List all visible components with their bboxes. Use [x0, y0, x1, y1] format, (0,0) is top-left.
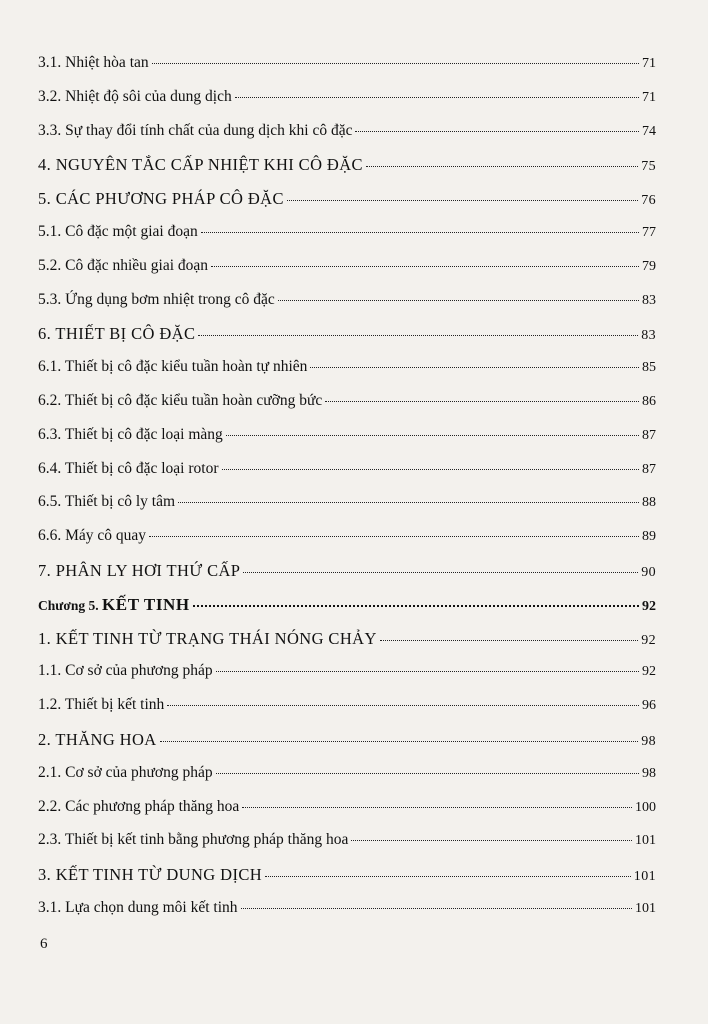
dot-leader [152, 63, 639, 64]
toc-entry-title: 5.1. Cô đặc một giai đoạn [38, 222, 198, 240]
dot-leader [325, 401, 639, 402]
toc-page-number: 74 [642, 123, 656, 139]
toc-page-number: 92 [642, 664, 656, 680]
toc-entry-title: 2.1. Cơ sở của phương pháp [38, 763, 213, 781]
chapter-title: KẾT TINH [101, 594, 190, 614]
toc-page-number: 71 [642, 89, 656, 105]
dot-leader [201, 232, 639, 233]
toc-page-number: 90 [641, 564, 656, 580]
toc-row [38, 692, 656, 726]
toc-page-number: 77 [642, 224, 656, 240]
toc-chapter-row [38, 591, 656, 625]
dot-leader [149, 536, 639, 537]
dot-leader [265, 876, 631, 877]
toc-row [38, 523, 656, 557]
dot-leader [222, 469, 640, 470]
page-number: 6 [40, 936, 48, 952]
chapter-prefix: Chương 5. [38, 597, 102, 613]
toc-row [38, 422, 656, 456]
toc-row [38, 151, 656, 185]
toc-entry-title: 6.5. Thiết bị cô ly tâm [38, 493, 176, 511]
dot-leader [242, 807, 632, 808]
toc-page-number: 87 [642, 427, 656, 443]
toc-entry-title: 6.1. Thiết bị cô đặc kiểu tuần hoàn tự nhiên [38, 358, 308, 376]
toc-page-number: 86 [642, 393, 656, 409]
toc-row [38, 84, 656, 118]
table-of-contents [38, 50, 656, 929]
toc-page-number: 85 [642, 360, 656, 376]
dot-leader [287, 200, 638, 201]
toc-entry-title: 3.1. Nhiệt hòa tan [38, 54, 149, 71]
toc-page-number: 89 [642, 529, 656, 545]
toc-page-number: 87 [642, 461, 656, 477]
toc-entry-title: 5.2. Cô đặc nhiều giai đoạn [38, 256, 209, 274]
toc-entry-title: 2.3. Thiết bị kết tinh bằng phương pháp thăng hoa [38, 831, 349, 849]
dot-leader [366, 166, 638, 167]
toc-row [38, 726, 656, 760]
toc-row [38, 287, 656, 321]
dot-leader [216, 773, 639, 774]
toc-page-number: 83 [641, 328, 656, 344]
toc-entry-title: 4. NGUYÊN TẮC CẤP NHIỆT KHI CÔ ĐẶC [38, 155, 363, 175]
toc-entry-title: 3.1. Lựa chọn dung môi kết tinh [38, 898, 238, 916]
toc-page-number: 75 [641, 159, 656, 175]
toc-page-number: 98 [641, 733, 656, 749]
toc-page-number: 79 [642, 258, 656, 274]
dot-leader [380, 640, 638, 641]
toc-row [38, 827, 656, 861]
toc-page-number: 92 [642, 598, 656, 614]
toc-entry-title: 6.6. Máy cô quay [38, 527, 147, 545]
toc-entry-title: 1.1. Cơ sở của phương pháp [38, 662, 213, 680]
toc-entry-title: 7. PHÂN LY HƠI THỨ CẤP [38, 560, 241, 580]
dot-leader [216, 671, 639, 672]
dot-leader [235, 97, 639, 98]
dot-leader [226, 435, 639, 436]
toc-page-number: 96 [642, 698, 656, 714]
dot-leader [211, 266, 639, 267]
dot-leader [278, 300, 639, 301]
dot-leader [243, 572, 638, 573]
toc-page-number: 100 [635, 799, 656, 815]
toc-entry-title: 1.2. Thiết bị kết tinh [38, 696, 165, 714]
toc-row [38, 320, 656, 354]
toc-row [38, 557, 656, 591]
dot-leader [178, 502, 639, 503]
toc-page-number: 101 [635, 900, 656, 916]
toc-row [38, 658, 656, 692]
dot-leader [351, 840, 632, 841]
toc-entry-title: 5. CÁC PHƯƠNG PHÁP CÔ ĐẶC [38, 189, 284, 209]
toc-row [38, 489, 656, 523]
toc-row [38, 895, 656, 929]
toc-page-number: 76 [641, 193, 656, 209]
toc-page-number: 92 [641, 632, 656, 648]
dot-leader [241, 908, 632, 909]
toc-row [38, 794, 656, 828]
toc-page-number: 98 [642, 765, 656, 781]
dot-leader [310, 367, 639, 368]
toc-entry-title: 6.2. Thiết bị cô đặc kiểu tuần hoàn cưỡng bức [38, 391, 323, 409]
toc-entry-title: 6. THIẾT BỊ CÔ ĐẶC [38, 324, 196, 344]
toc-row [38, 50, 656, 84]
dot-leader [167, 705, 639, 706]
toc-row [38, 354, 656, 388]
toc-entry-title: 3.3. Sự thay đổi tính chất của dung dịch khi cô đặc [38, 121, 353, 139]
toc-row [38, 185, 656, 219]
toc-row [38, 253, 656, 287]
toc-page-number: 83 [642, 292, 656, 308]
toc-entry-title: 6.3. Thiết bị cô đặc loại màng [38, 425, 223, 443]
toc-row [38, 456, 656, 490]
toc-page-number: 101 [635, 833, 656, 849]
toc-entry-title: 3. KẾT TINH TỪ DUNG DỊCH [38, 865, 263, 885]
toc-page-number: 71 [642, 56, 656, 71]
toc-row [38, 118, 656, 152]
dot-leader [193, 605, 639, 607]
toc-row [38, 388, 656, 422]
toc-entry-title: 6.4. Thiết bị cô đặc loại rotor [38, 459, 219, 477]
dot-leader [355, 131, 639, 132]
toc-entry-title: 1. KẾT TINH TỪ TRẠNG THÁI NÓNG CHẢY [38, 628, 377, 648]
toc-page-number: 88 [642, 495, 656, 511]
toc-entry-title: 2. THĂNG HOA [38, 729, 157, 749]
dot-leader [198, 335, 638, 336]
toc-row [38, 219, 656, 253]
toc-entry-title: 3.2. Nhiệt độ sôi của dung dịch [38, 87, 232, 105]
toc-page-number: 101 [633, 869, 656, 885]
toc-entry-title: 2.2. Các phương pháp thăng hoa [38, 797, 240, 815]
toc-row [38, 861, 656, 895]
toc-entry-title [38, 595, 190, 615]
toc-row [38, 625, 656, 659]
dot-leader [160, 741, 639, 742]
toc-row [38, 760, 656, 794]
toc-entry-title: 5.3. Ứng dụng bơm nhiệt trong cô đặc [38, 290, 275, 308]
